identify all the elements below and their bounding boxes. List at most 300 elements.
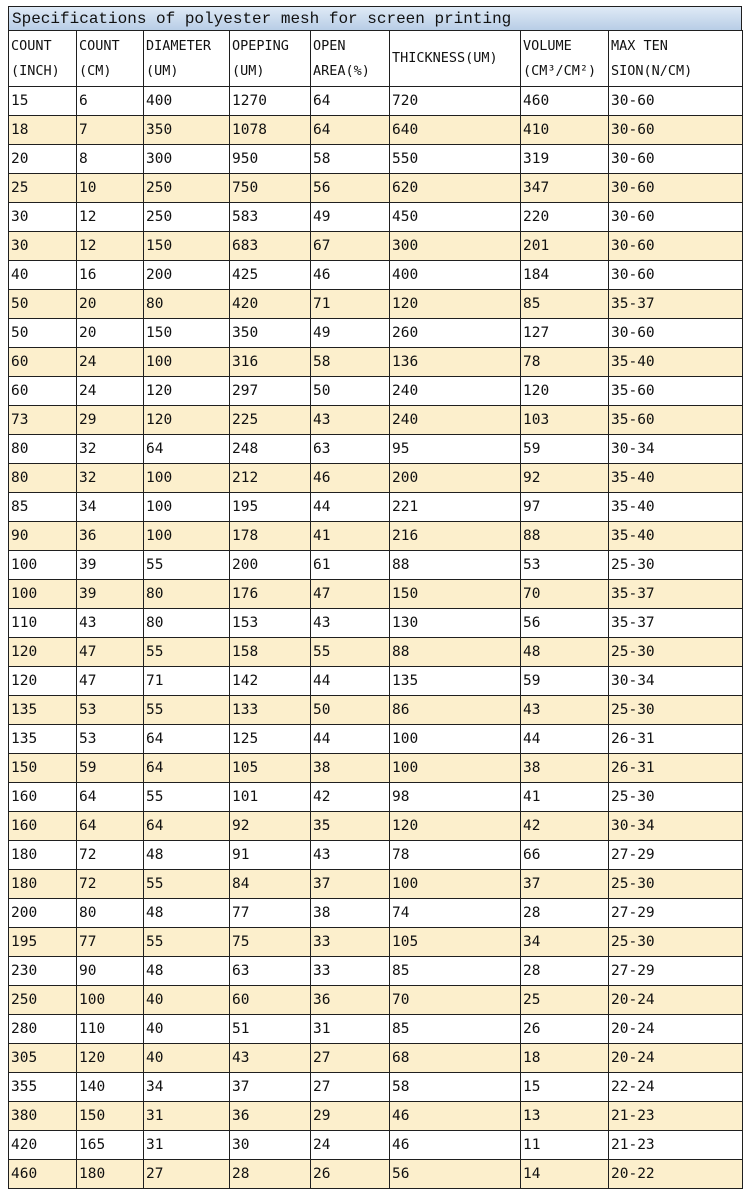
volume-cell: 13 xyxy=(521,1102,609,1131)
volume-cell: 42 xyxy=(521,812,609,841)
max-tension-cell: 20-24 xyxy=(609,1015,743,1044)
opening-cell: 350 xyxy=(230,319,311,348)
count-inch-cell: 100 xyxy=(9,580,77,609)
thickness-cell: 74 xyxy=(390,899,521,928)
diameter-cell: 40 xyxy=(144,986,230,1015)
diameter-cell: 48 xyxy=(144,899,230,928)
opening-cell: 60 xyxy=(230,986,311,1015)
volume-cell: 97 xyxy=(521,493,609,522)
diameter-cell: 300 xyxy=(144,145,230,174)
count-cm-cell: 34 xyxy=(77,493,144,522)
col-header-count-inch: COUNT (INCH) xyxy=(9,31,77,87)
max-tension-cell: 35-40 xyxy=(609,493,743,522)
volume-cell: 127 xyxy=(521,319,609,348)
open-area-cell: 33 xyxy=(311,957,390,986)
diameter-cell: 31 xyxy=(144,1131,230,1160)
max-tension-cell: 30-60 xyxy=(609,232,743,261)
table-row xyxy=(9,580,743,609)
thickness-cell: 88 xyxy=(390,638,521,667)
table-row xyxy=(9,609,743,638)
opening-cell: 84 xyxy=(230,870,311,899)
max-tension-cell: 30-34 xyxy=(609,667,743,696)
thickness-cell: 68 xyxy=(390,1044,521,1073)
max-tension-cell: 22-24 xyxy=(609,1073,743,1102)
open-area-cell: 44 xyxy=(311,493,390,522)
col-header-diameter: DIAMETER (UM) xyxy=(144,31,230,87)
opening-cell: 1078 xyxy=(230,116,311,145)
count-cm-cell: 43 xyxy=(77,609,144,638)
table-row xyxy=(9,870,743,899)
opening-cell: 425 xyxy=(230,261,311,290)
volume-cell: 11 xyxy=(521,1131,609,1160)
open-area-cell: 29 xyxy=(311,1102,390,1131)
open-area-cell: 58 xyxy=(311,348,390,377)
diameter-cell: 27 xyxy=(144,1160,230,1189)
volume-cell: 92 xyxy=(521,464,609,493)
max-tension-cell: 30-60 xyxy=(609,87,743,116)
count-inch-cell: 85 xyxy=(9,493,77,522)
max-tension-cell: 30-60 xyxy=(609,145,743,174)
count-cm-cell: 7 xyxy=(77,116,144,145)
volume-cell: 410 xyxy=(521,116,609,145)
count-inch-cell: 250 xyxy=(9,986,77,1015)
volume-cell: 14 xyxy=(521,1160,609,1189)
max-tension-cell: 35-40 xyxy=(609,522,743,551)
diameter-cell: 64 xyxy=(144,435,230,464)
thickness-cell: 221 xyxy=(390,493,521,522)
table-row xyxy=(9,551,743,580)
opening-cell: 195 xyxy=(230,493,311,522)
opening-cell: 200 xyxy=(230,551,311,580)
volume-cell: 26 xyxy=(521,1015,609,1044)
open-area-cell: 44 xyxy=(311,667,390,696)
open-area-cell: 56 xyxy=(311,174,390,203)
diameter-cell: 55 xyxy=(144,870,230,899)
opening-cell: 133 xyxy=(230,696,311,725)
diameter-cell: 64 xyxy=(144,754,230,783)
open-area-cell: 43 xyxy=(311,841,390,870)
count-cm-cell: 20 xyxy=(77,319,144,348)
table-row xyxy=(9,435,743,464)
thickness-cell: 620 xyxy=(390,174,521,203)
opening-cell: 950 xyxy=(230,145,311,174)
count-cm-cell: 100 xyxy=(77,986,144,1015)
volume-cell: 41 xyxy=(521,783,609,812)
count-inch-cell: 135 xyxy=(9,725,77,754)
max-tension-cell: 27-29 xyxy=(609,899,743,928)
diameter-cell: 100 xyxy=(144,464,230,493)
count-inch-cell: 90 xyxy=(9,522,77,551)
volume-cell: 25 xyxy=(521,986,609,1015)
count-inch-cell: 30 xyxy=(9,203,77,232)
volume-cell: 53 xyxy=(521,551,609,580)
spec-sheet xyxy=(8,6,742,1189)
mesh-spec-table xyxy=(8,30,743,1189)
count-cm-cell: 180 xyxy=(77,1160,144,1189)
count-inch-cell: 180 xyxy=(9,841,77,870)
count-inch-cell: 200 xyxy=(9,899,77,928)
max-tension-cell: 25-30 xyxy=(609,783,743,812)
volume-cell: 48 xyxy=(521,638,609,667)
max-tension-cell: 26-31 xyxy=(609,725,743,754)
volume-cell: 201 xyxy=(521,232,609,261)
table-row xyxy=(9,174,743,203)
table-row xyxy=(9,667,743,696)
thickness-cell: 95 xyxy=(390,435,521,464)
max-tension-cell: 20-24 xyxy=(609,1044,743,1073)
count-inch-cell: 195 xyxy=(9,928,77,957)
table-row xyxy=(9,232,743,261)
open-area-cell: 42 xyxy=(311,783,390,812)
count-inch-cell: 160 xyxy=(9,812,77,841)
count-cm-cell: 8 xyxy=(77,145,144,174)
thickness-cell: 46 xyxy=(390,1102,521,1131)
count-inch-cell: 380 xyxy=(9,1102,77,1131)
count-cm-cell: 64 xyxy=(77,783,144,812)
count-cm-cell: 39 xyxy=(77,580,144,609)
opening-cell: 316 xyxy=(230,348,311,377)
volume-cell: 34 xyxy=(521,928,609,957)
open-area-cell: 46 xyxy=(311,464,390,493)
thickness-cell: 135 xyxy=(390,667,521,696)
count-inch-cell: 355 xyxy=(9,1073,77,1102)
count-cm-cell: 6 xyxy=(77,87,144,116)
diameter-cell: 55 xyxy=(144,928,230,957)
diameter-cell: 34 xyxy=(144,1073,230,1102)
open-area-cell: 35 xyxy=(311,812,390,841)
count-inch-cell: 120 xyxy=(9,638,77,667)
open-area-cell: 38 xyxy=(311,754,390,783)
table-row xyxy=(9,116,743,145)
diameter-cell: 55 xyxy=(144,551,230,580)
volume-cell: 15 xyxy=(521,1073,609,1102)
max-tension-cell: 35-37 xyxy=(609,580,743,609)
count-cm-cell: 24 xyxy=(77,348,144,377)
opening-cell: 51 xyxy=(230,1015,311,1044)
count-inch-cell: 80 xyxy=(9,435,77,464)
table-row xyxy=(9,638,743,667)
count-cm-cell: 72 xyxy=(77,841,144,870)
open-area-cell: 41 xyxy=(311,522,390,551)
max-tension-cell: 27-29 xyxy=(609,957,743,986)
count-inch-cell: 15 xyxy=(9,87,77,116)
opening-cell: 91 xyxy=(230,841,311,870)
max-tension-cell: 30-60 xyxy=(609,203,743,232)
open-area-cell: 61 xyxy=(311,551,390,580)
thickness-cell: 46 xyxy=(390,1131,521,1160)
max-tension-cell: 25-30 xyxy=(609,551,743,580)
open-area-cell: 24 xyxy=(311,1131,390,1160)
count-inch-cell: 50 xyxy=(9,290,77,319)
opening-cell: 125 xyxy=(230,725,311,754)
max-tension-cell: 25-30 xyxy=(609,870,743,899)
table-row xyxy=(9,261,743,290)
max-tension-cell: 27-29 xyxy=(609,841,743,870)
count-inch-cell: 160 xyxy=(9,783,77,812)
open-area-cell: 37 xyxy=(311,870,390,899)
table-title: Specifications of polyester mesh for screen printing xyxy=(8,6,742,30)
table-row xyxy=(9,493,743,522)
count-cm-cell: 47 xyxy=(77,638,144,667)
table-row xyxy=(9,522,743,551)
volume-cell: 44 xyxy=(521,725,609,754)
volume-cell: 43 xyxy=(521,696,609,725)
open-area-cell: 43 xyxy=(311,609,390,638)
table-row xyxy=(9,1131,743,1160)
count-cm-cell: 39 xyxy=(77,551,144,580)
max-tension-cell: 26-31 xyxy=(609,754,743,783)
open-area-cell: 44 xyxy=(311,725,390,754)
volume-cell: 88 xyxy=(521,522,609,551)
opening-cell: 153 xyxy=(230,609,311,638)
diameter-cell: 150 xyxy=(144,319,230,348)
opening-cell: 750 xyxy=(230,174,311,203)
open-area-cell: 46 xyxy=(311,261,390,290)
open-area-cell: 55 xyxy=(311,638,390,667)
col-header-open-area: OPEN AREA(%) xyxy=(311,31,390,87)
volume-cell: 28 xyxy=(521,899,609,928)
opening-cell: 297 xyxy=(230,377,311,406)
max-tension-cell: 20-22 xyxy=(609,1160,743,1189)
diameter-cell: 48 xyxy=(144,841,230,870)
max-tension-cell: 25-30 xyxy=(609,696,743,725)
table-row xyxy=(9,754,743,783)
thickness-cell: 216 xyxy=(390,522,521,551)
max-tension-cell: 35-37 xyxy=(609,609,743,638)
max-tension-cell: 21-23 xyxy=(609,1131,743,1160)
thickness-cell: 240 xyxy=(390,406,521,435)
thickness-cell: 58 xyxy=(390,1073,521,1102)
count-inch-cell: 420 xyxy=(9,1131,77,1160)
diameter-cell: 350 xyxy=(144,116,230,145)
volume-cell: 66 xyxy=(521,841,609,870)
diameter-cell: 40 xyxy=(144,1044,230,1073)
thickness-cell: 78 xyxy=(390,841,521,870)
thickness-cell: 88 xyxy=(390,551,521,580)
table-row xyxy=(9,957,743,986)
count-inch-cell: 40 xyxy=(9,261,77,290)
table-row xyxy=(9,841,743,870)
open-area-cell: 64 xyxy=(311,116,390,145)
diameter-cell: 55 xyxy=(144,783,230,812)
table-row xyxy=(9,986,743,1015)
table-row xyxy=(9,87,743,116)
count-inch-cell: 120 xyxy=(9,667,77,696)
count-cm-cell: 36 xyxy=(77,522,144,551)
thickness-cell: 450 xyxy=(390,203,521,232)
opening-cell: 212 xyxy=(230,464,311,493)
opening-cell: 420 xyxy=(230,290,311,319)
count-cm-cell: 150 xyxy=(77,1102,144,1131)
count-inch-cell: 230 xyxy=(9,957,77,986)
thickness-cell: 98 xyxy=(390,783,521,812)
count-cm-cell: 80 xyxy=(77,899,144,928)
table-row xyxy=(9,406,743,435)
thickness-cell: 200 xyxy=(390,464,521,493)
open-area-cell: 49 xyxy=(311,319,390,348)
table-row xyxy=(9,290,743,319)
open-area-cell: 50 xyxy=(311,377,390,406)
table-row xyxy=(9,928,743,957)
open-area-cell: 43 xyxy=(311,406,390,435)
count-cm-cell: 53 xyxy=(77,725,144,754)
volume-cell: 120 xyxy=(521,377,609,406)
volume-cell: 85 xyxy=(521,290,609,319)
volume-cell: 220 xyxy=(521,203,609,232)
open-area-cell: 58 xyxy=(311,145,390,174)
thickness-cell: 56 xyxy=(390,1160,521,1189)
table-row xyxy=(9,1073,743,1102)
thickness-cell: 100 xyxy=(390,870,521,899)
thickness-cell: 85 xyxy=(390,1015,521,1044)
volume-cell: 460 xyxy=(521,87,609,116)
opening-cell: 683 xyxy=(230,232,311,261)
diameter-cell: 200 xyxy=(144,261,230,290)
count-cm-cell: 32 xyxy=(77,464,144,493)
thickness-cell: 100 xyxy=(390,725,521,754)
count-cm-cell: 47 xyxy=(77,667,144,696)
max-tension-cell: 35-60 xyxy=(609,377,743,406)
count-inch-cell: 60 xyxy=(9,377,77,406)
count-cm-cell: 110 xyxy=(77,1015,144,1044)
diameter-cell: 100 xyxy=(144,493,230,522)
diameter-cell: 250 xyxy=(144,203,230,232)
open-area-cell: 31 xyxy=(311,1015,390,1044)
open-area-cell: 47 xyxy=(311,580,390,609)
volume-cell: 59 xyxy=(521,435,609,464)
thickness-cell: 130 xyxy=(390,609,521,638)
thickness-cell: 400 xyxy=(390,261,521,290)
table-row xyxy=(9,1102,743,1131)
max-tension-cell: 35-40 xyxy=(609,348,743,377)
count-cm-cell: 29 xyxy=(77,406,144,435)
count-inch-cell: 18 xyxy=(9,116,77,145)
open-area-cell: 36 xyxy=(311,986,390,1015)
diameter-cell: 31 xyxy=(144,1102,230,1131)
open-area-cell: 27 xyxy=(311,1044,390,1073)
count-cm-cell: 90 xyxy=(77,957,144,986)
count-cm-cell: 72 xyxy=(77,870,144,899)
diameter-cell: 400 xyxy=(144,87,230,116)
max-tension-cell: 30-60 xyxy=(609,319,743,348)
max-tension-cell: 20-24 xyxy=(609,986,743,1015)
opening-cell: 583 xyxy=(230,203,311,232)
volume-cell: 56 xyxy=(521,609,609,638)
diameter-cell: 120 xyxy=(144,377,230,406)
max-tension-cell: 25-30 xyxy=(609,638,743,667)
thickness-cell: 640 xyxy=(390,116,521,145)
count-inch-cell: 50 xyxy=(9,319,77,348)
count-inch-cell: 25 xyxy=(9,174,77,203)
table-row xyxy=(9,1044,743,1073)
diameter-cell: 120 xyxy=(144,406,230,435)
open-area-cell: 26 xyxy=(311,1160,390,1189)
opening-cell: 77 xyxy=(230,899,311,928)
table-row xyxy=(9,1160,743,1189)
open-area-cell: 33 xyxy=(311,928,390,957)
max-tension-cell: 35-37 xyxy=(609,290,743,319)
count-cm-cell: 59 xyxy=(77,754,144,783)
opening-cell: 248 xyxy=(230,435,311,464)
col-header-thickness: THICKNESS(UM) xyxy=(390,31,521,87)
opening-cell: 105 xyxy=(230,754,311,783)
volume-cell: 78 xyxy=(521,348,609,377)
open-area-cell: 38 xyxy=(311,899,390,928)
table-row xyxy=(9,464,743,493)
count-inch-cell: 150 xyxy=(9,754,77,783)
thickness-cell: 260 xyxy=(390,319,521,348)
count-inch-cell: 73 xyxy=(9,406,77,435)
max-tension-cell: 30-60 xyxy=(609,116,743,145)
max-tension-cell: 30-60 xyxy=(609,261,743,290)
max-tension-cell: 35-40 xyxy=(609,464,743,493)
count-inch-cell: 460 xyxy=(9,1160,77,1189)
opening-cell: 101 xyxy=(230,783,311,812)
diameter-cell: 71 xyxy=(144,667,230,696)
count-inch-cell: 100 xyxy=(9,551,77,580)
table-row xyxy=(9,348,743,377)
thickness-cell: 100 xyxy=(390,754,521,783)
col-header-max-tension: MAX TEN SION(N/CM) xyxy=(609,31,743,87)
opening-cell: 142 xyxy=(230,667,311,696)
count-inch-cell: 280 xyxy=(9,1015,77,1044)
count-cm-cell: 24 xyxy=(77,377,144,406)
opening-cell: 63 xyxy=(230,957,311,986)
opening-cell: 30 xyxy=(230,1131,311,1160)
count-inch-cell: 60 xyxy=(9,348,77,377)
diameter-cell: 80 xyxy=(144,580,230,609)
volume-cell: 18 xyxy=(521,1044,609,1073)
table-row xyxy=(9,812,743,841)
count-cm-cell: 12 xyxy=(77,203,144,232)
count-cm-cell: 20 xyxy=(77,290,144,319)
thickness-cell: 150 xyxy=(390,580,521,609)
count-inch-cell: 135 xyxy=(9,696,77,725)
count-cm-cell: 120 xyxy=(77,1044,144,1073)
table-row xyxy=(9,145,743,174)
max-tension-cell: 30-34 xyxy=(609,435,743,464)
volume-cell: 319 xyxy=(521,145,609,174)
table-row xyxy=(9,1015,743,1044)
diameter-cell: 55 xyxy=(144,696,230,725)
count-inch-cell: 20 xyxy=(9,145,77,174)
opening-cell: 28 xyxy=(230,1160,311,1189)
opening-cell: 36 xyxy=(230,1102,311,1131)
count-inch-cell: 180 xyxy=(9,870,77,899)
opening-cell: 92 xyxy=(230,812,311,841)
volume-cell: 103 xyxy=(521,406,609,435)
count-cm-cell: 16 xyxy=(77,261,144,290)
table-row xyxy=(9,377,743,406)
open-area-cell: 71 xyxy=(311,290,390,319)
thickness-cell: 120 xyxy=(390,812,521,841)
opening-cell: 158 xyxy=(230,638,311,667)
volume-cell: 184 xyxy=(521,261,609,290)
open-area-cell: 63 xyxy=(311,435,390,464)
diameter-cell: 100 xyxy=(144,348,230,377)
diameter-cell: 64 xyxy=(144,812,230,841)
volume-cell: 28 xyxy=(521,957,609,986)
diameter-cell: 150 xyxy=(144,232,230,261)
max-tension-cell: 25-30 xyxy=(609,928,743,957)
volume-cell: 37 xyxy=(521,870,609,899)
opening-cell: 178 xyxy=(230,522,311,551)
open-area-cell: 50 xyxy=(311,696,390,725)
thickness-cell: 105 xyxy=(390,928,521,957)
count-inch-cell: 80 xyxy=(9,464,77,493)
diameter-cell: 100 xyxy=(144,522,230,551)
max-tension-cell: 35-60 xyxy=(609,406,743,435)
